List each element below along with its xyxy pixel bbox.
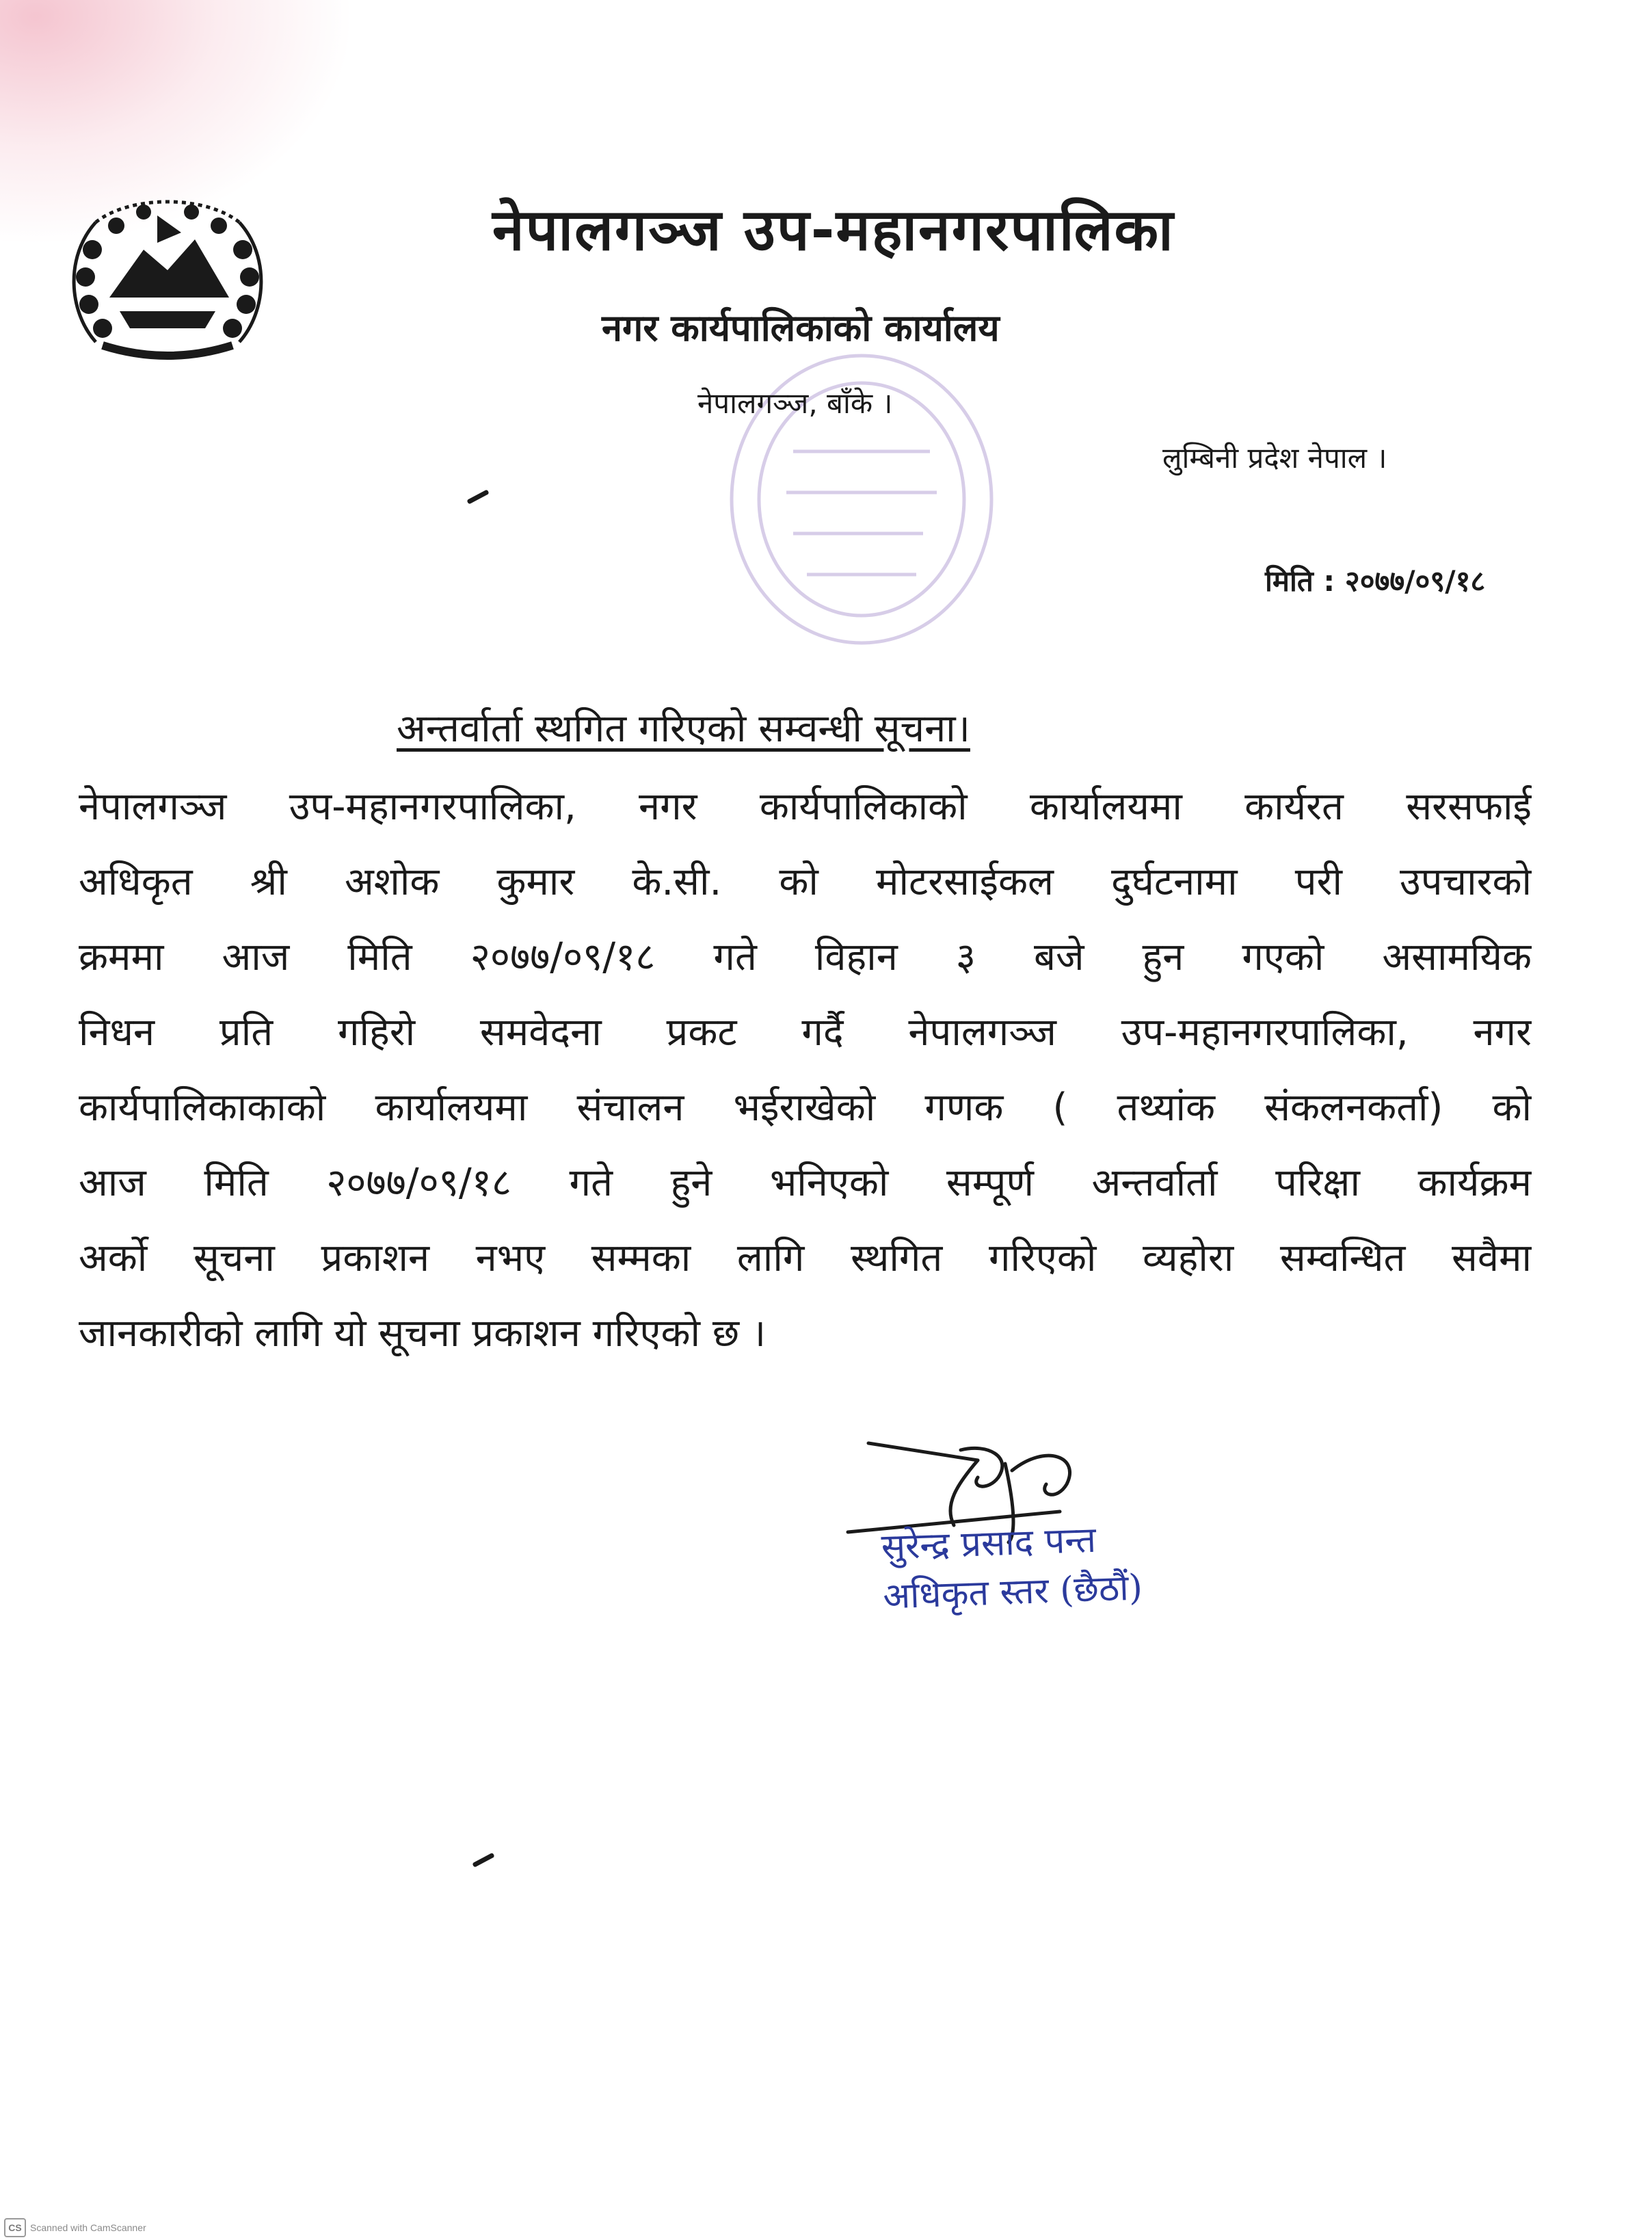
camscanner-logo-icon: CS <box>4 2218 26 2237</box>
body-line: क्रममा आज मिति २०७७/०९/१८ गते विहान ३ बजे हुन गएको असामयिक <box>79 935 1532 979</box>
office-location: नेपालगञ्ज, बाँके । <box>697 386 893 420</box>
date-label: मिति : <box>1265 564 1335 598</box>
date-line <box>1265 561 1485 600</box>
notice-subject: अन्तर्वार्ता स्थगित गरिएको सम्वन्धी सूचना। <box>397 707 970 751</box>
body-line: आज मिति २०७७/०९/१८ गते हुने भनिएको सम्पूर्ण अन्तर्वार्ता परिक्षा कार्यक्रम <box>79 1161 1532 1205</box>
office-name: नगर कार्यपालिकाको कार्यालय <box>602 306 1000 350</box>
margin-mark <box>466 489 489 504</box>
body-line: अधिकृत श्री अशोक कुमार के.सी. को मोटरसाईकल दुर्घटनामा परी उपचारको <box>79 860 1532 904</box>
margin-mark <box>472 1852 494 1867</box>
signatory-block <box>881 1514 1143 1621</box>
scanner-watermark: Scanned with CamScanner <box>30 2222 146 2233</box>
notice-body <box>79 769 1532 1371</box>
body-line: अर्को सूचना प्रकाशन नभए सम्मका लागि स्थगित गरिएको व्यहोरा सम्वन्धित सवैमा <box>79 1236 1532 1280</box>
organization-name: नेपालगञ्ज उप-महानगरपालिका <box>492 196 1175 263</box>
signatory-title: अधिकृत स्तर (छैठौं) <box>882 1567 1143 1618</box>
nepal-emblem-icon <box>55 174 280 373</box>
province-line: लुम्बिनी प्रदेश नेपाल । <box>1162 441 1387 475</box>
date-value: २०७७/०९/१८ <box>1344 564 1486 598</box>
body-line: जानकारीको लागि यो सूचना प्रकाशन गरिएको छ । <box>79 1311 767 1356</box>
body-line: कार्यपालिकाकाको कार्यालयमा संचालन भईराखेको गणक ( तथ्यांक संकलनकर्ता) को <box>79 1085 1532 1130</box>
signatory-name: सुरेन्द्र प्रसाद पन्त <box>880 1519 1097 1568</box>
body-line: निधन प्रति गहिरो समवेदना प्रकट गर्दै नेपालगञ्ज उप-महानगरपालिका, नगर <box>79 1010 1532 1055</box>
body-line: नेपालगञ्ज उप-महानगरपालिका, नगर कार्यपालिकाको कार्यालयमा कार्यरत सरसफाई <box>79 785 1532 829</box>
